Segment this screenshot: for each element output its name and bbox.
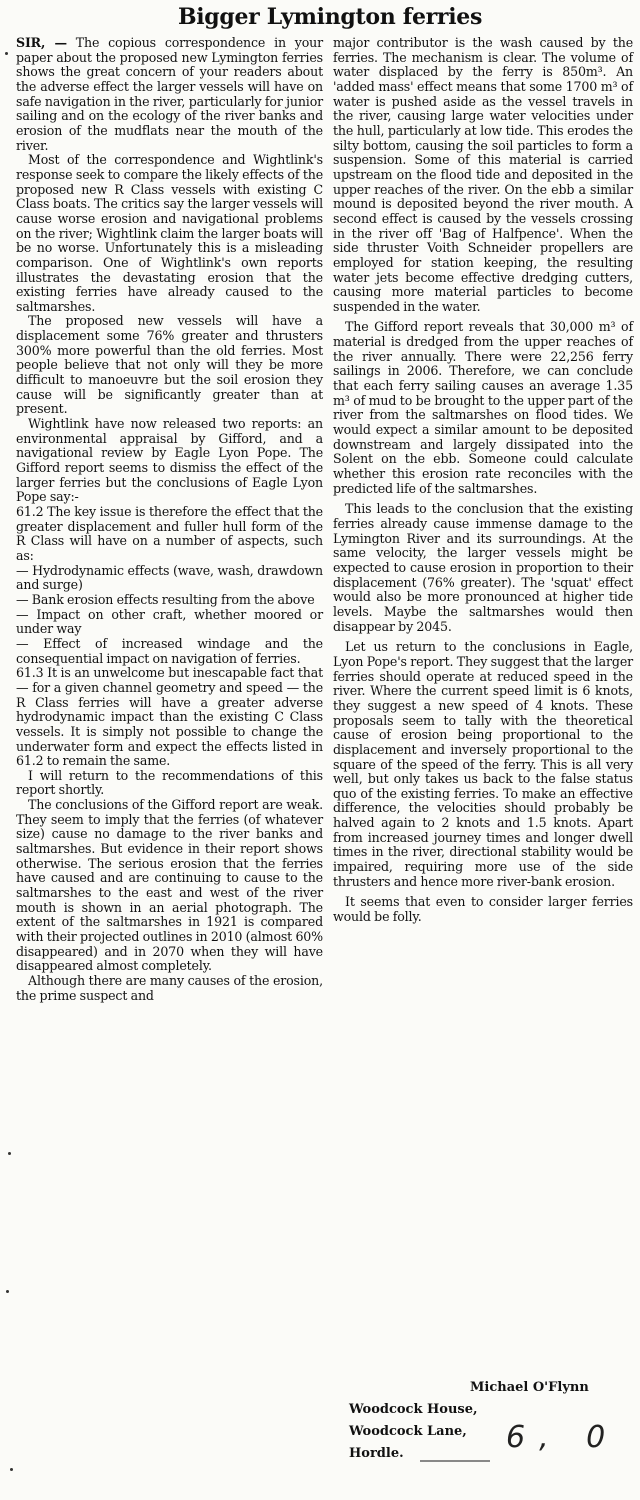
address-line-2: Woodcock Lane, — [349, 1424, 467, 1439]
paragraph-damage: This leads to the conclusion that the existing ferries already cause immense damage to the Lymington River and its surroundings. At the same velocity, the larger vessels might be expected to cause erosion in proportion to their displacement (76% greater). The 'squat' effect would also be more pronounced at higher tide levels. Maybe the saltmarshes would then disappear by 2045. — [333, 501, 633, 634]
address-line-3: Hordle. — [349, 1446, 404, 1461]
paragraph-causes: Although there are many causes of the erosion, the prime suspect and — [16, 973, 323, 1003]
quote-61-2: 61.2 The key issue is therefore the effect that the greater displacement and fuller hull form of the R Class will have on a number of aspects, such as: — [16, 504, 323, 563]
left-column — [16, 36, 323, 1003]
paragraph-2: Most of the correspondence and Wightlink's response seek to compare the likely effects of the proposed new R Class vessels with existing C Class boats. The critics say the larger vessels will cause worse erosion and navigational problems on the river; Wightlink claim the larger boats will be no worse. Unfortunately this is a misleading comparison. One of Wightlink's own reports illustrates the devastating erosion that the existing ferries have already caused to the saltmarshes. — [16, 152, 323, 314]
signature-name: Michael O'Flynn — [470, 1380, 589, 1395]
paragraph-mechanism: major contributor is the wash caused by the ferries. The mechanism is clear. The volume of water displaced by the ferry is 850m³. An 'added mass' effect means that some 1700 m³ of water is pushed aside as the vessel travels in the river, causing large water velocities under the hull, particularly at low tide. This erodes the silty bottom, causing the soil particles to form a suspension. Some of this material is carried upstream on the flood tide and deposited in the upper reaches of the river. On the ebb a similar mound is deposited beyond the river mouth. A second effect is caused by the vessels crossing in the river off 'Bag of Halfpence'. When the side thruster Voith Schneider propellers are employed for station keeping, the resulting water jets become effective dredging cutters, causing more material particles to become suspended in the water. — [333, 35, 633, 314]
list-item-hydrodynamic: — Hydrodynamic effects (wave, wash, drawdown and surge) — [16, 562, 323, 593]
scan-speck — [6, 1290, 9, 1293]
address-line-1: Woodcock House, — [349, 1402, 478, 1417]
paragraph-1 — [16, 36, 323, 153]
scan-speck — [5, 52, 8, 55]
paragraph-1-text: The copious correspondence in your paper about the proposed new Lymington ferries shows the great concern of your readers about the adverse effect the larger vessels will have on safe navigation in the river, particularly for junior sailing and on the ecology of the river banks and erosion of the mudflats near the mouth of the river. — [16, 35, 323, 153]
paragraph-speed: Let us return to the conclusions in Eagle, Lyon Pope's report. They suggest that the larger ferries should operate at reduced speed in the river. Where the current speed limit is 6 knots, they suggest a new speed of 4 knots. These proposals seem to tally with the theoretical cause of erosion being proportional to the displacement and inversely proportional to the square of the speed of the ferry. This is all very well, but only takes us back to the false status quo of the existing ferries. To make an effective difference, the velocities should probably be halved again to 2 knots and 1.5 knots. Apart from increased journey times and longer dwell times in the river, directional stability would be impaired, requiring more use of the side thrusters and hence more river-bank erosion. — [333, 639, 633, 889]
paragraph-dredging: The Gifford report reveals that 30,000 m³ of material is dredged from the upper reaches of the river annually. There were 22,256 ferry sailings in 2006. Therefore, we can conclude that each ferry sailing causes an average 1.35 m³ of mud to be brought to the upper part of the river from the saltmarshes on flood tides. We would expect a similar amount to be deposited downstream and largely dissipated into the Solent on the ebb. Someone could calculate whether this erosion rate reconciles with the predicted life of the saltmarshes. — [333, 319, 633, 496]
salutation: SIR, — — [16, 35, 67, 50]
headline: Bigger Lymington ferries — [177, 4, 483, 30]
paragraph-return: I will return to the recommendations of this report shortly. — [16, 767, 323, 798]
quote-61-3: 61.3 It is an unwelcome but inescapable fact that — for a given channel geometry and speed — the R Class ferries will have a greater adverse hydrodynamic impact than the existing C Class vessels. It is simply not possible to change the underwater form and expect the effects listed in 61.2 to remain the same. — [16, 665, 323, 769]
scan-speck — [10, 1468, 13, 1471]
paragraph-conclusion: It seems that even to consider larger ferries would be folly. — [333, 894, 633, 925]
list-item-other-craft: — Impact on other craft, whether moored or under way — [16, 606, 323, 637]
paragraph-4: Wightlink have now released two reports: an environmental appraisal by Gifford, and a navigational review by Eagle Lyon Pope. The Gifford report seems to dismiss the effect of the larger ferries but the conclusions of Eagle Lyon Pope say:- — [16, 416, 323, 505]
list-item-bank-erosion: — Bank erosion effects resulting from the above — [16, 591, 315, 607]
right-column — [333, 36, 633, 925]
paragraph-gifford: The conclusions of the Gifford report are weak. They seem to imply that the ferries (of whatever size) cause no damage to the river banks and saltmarshes. But evidence in their report shows otherwise. The serious erosion that the ferries have caused and are continuing to cause to the saltmarshes to the east and west of the river mouth is shown in an aerial photograph. The extent of the saltmarshes in 1921 is compared with their projected outlines in 2010 (almost 60% disappeared) and in 2070 when they will have disappeared almost completely. — [16, 797, 323, 974]
scan-speck — [8, 1152, 11, 1155]
paragraph-3: The proposed new vessels will have a displacement some 76% greater and thrusters 300% more powerful than the old ferries. Most people believe that not only will they be more difficult to manoeuvre but the soil erosion they cause will be significantly greater than at present. — [16, 313, 323, 417]
handwritten-note: 6, 0 — [506, 1420, 620, 1455]
list-item-windage: — Effect of increased windage and the consequential impact on navigation of ferries. — [16, 635, 323, 666]
ink-smudge — [420, 1460, 490, 1462]
